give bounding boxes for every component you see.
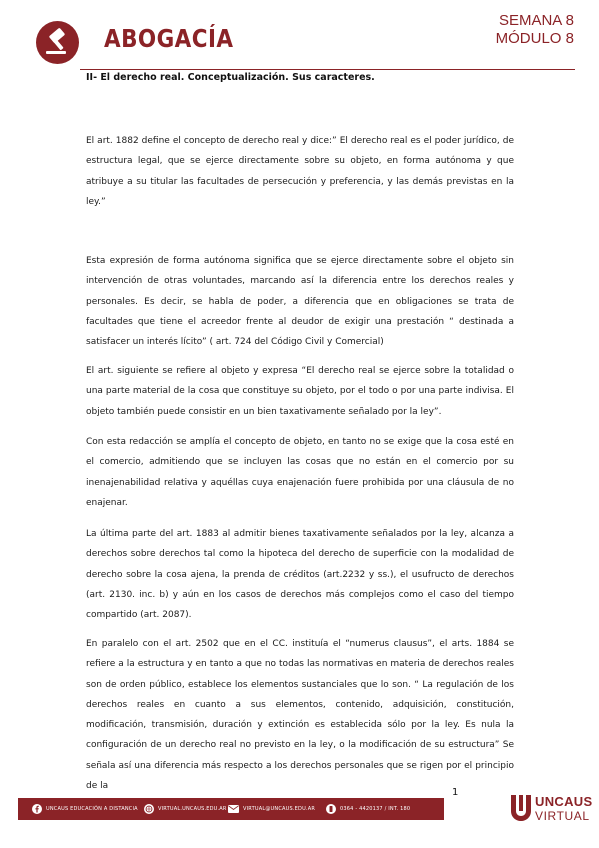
gavel-icon (36, 21, 79, 64)
brand-title: ABOGACÍA (104, 24, 234, 53)
gavel-logo (36, 21, 79, 64)
page-number: 1 (452, 787, 459, 798)
uncaus-virtual-logo (535, 795, 592, 823)
paragraph-3: El art. siguiente se refiere al objeto y expresa “El derecho real se ejerce sobre la totalidad o una parte material de la cosa que constituye su objeto, por el todo o por una parte indivisa. El objeto también puede consistir en un bien taxativamente señalado por la ley”. (86, 366, 514, 417)
mail-icon (228, 805, 239, 813)
paragraph-5: La última parte del art. 1883 al admitir bienes taxativamente señalados por la ley, alcanza a derechos sobre derechos tal como la hipoteca del derecho de superficie con la modalidad de derecho sobre la cosa ajena, la prenda de créditos (art.2232 y ss.), el usufructo de derechos (art. 2130. inc. b) y aún en los casos de derechos más complejos como el caso del tiempo compartido (art. 2087). (86, 529, 514, 621)
week-label: SEMANA 8 (498, 12, 574, 29)
week-module-label (496, 12, 574, 48)
paragraph-1: El art. 1882 define el concepto de derecho real y dice:” El derecho real es el poder jurídico, de estructura legal, que se ejerce directamente sobre su objeto, en forma autónoma y que atribuye a su titular las facultades de persecución y preferencia, y las demás previstas en la ley.” (86, 136, 514, 207)
footer-bar (18, 798, 444, 820)
paragraph-6: En paralelo con el art. 2502 que en el CC. instituía el “numerus clausus”, el arts. 1884 se refiere a la estructura y en tanto a que no todas las normativas en materia de derechos reales son de orden público, establece los elementos sustanciales que lo son. “ La regulación de los derechos reales en cuanto a sus elementos, contenido, adquisición, constitución, modificación, transmisión, duración y extinción es establecida sólo por la ley. Es nula la configuración de un derecho real no previsto en la ley, o la modificación de su estructura” Se señala así una diferencia más respecto a los derechos personales que se rigen por el principio de la (86, 639, 514, 792)
footer-email-label: VIRTUAL@UNCAUS.EDU.AR (243, 806, 316, 812)
footer-web-label: VIRTUAL.UNCAUS.EDU.AR (158, 806, 227, 812)
module-label: MÓDULO 8 (495, 30, 574, 47)
footer-facebook-label: UNCAUS EDUCACIÓN A DISTANCIA (46, 806, 138, 812)
footer-web[interactable] (144, 798, 227, 820)
footer-email[interactable] (228, 798, 315, 820)
uncaus-logo-line1: UNCAUS (535, 794, 593, 809)
globe-icon (144, 804, 154, 814)
uncaus-u-icon (508, 793, 534, 827)
footer-facebook[interactable] (32, 798, 138, 820)
paragraph-2: Esta expresión de forma autónoma significa que se ejerce directamente sobre el objeto sin intervención de otras voluntades, marcando así la diferencia entre los derechos reales y personales. Es decir, se habla de poder, a diferencia que en obligaciones se trata de facultades que tiene el acreedor frente al deudor de exigir una prestación “ destinada a satisfacer un interés lícito” ( art. 724 del Código Civil y Comercial) (86, 256, 514, 348)
footer-phone[interactable] (326, 798, 410, 820)
phone-icon (326, 804, 336, 814)
facebook-icon (32, 804, 42, 814)
header-divider (80, 69, 575, 70)
section-subtitle: II- El derecho real. Conceptualización. Sus caracteres. (86, 72, 375, 83)
uncaus-logo-line2: VIRTUAL (535, 809, 590, 823)
footer-phone-label: 0364 - 4420137 / INT. 180 (340, 806, 411, 812)
paragraph-4: Con esta redacción se amplía el concepto de objeto, en tanto no se exige que la cosa esté en el comercio, admitiendo que se incluyen las cosas que no están en el comercio por su inenajenabilidad relativa y aquéllas cuya enajenación fuere prohibida por una cláusula de no enajenar. (86, 437, 514, 508)
